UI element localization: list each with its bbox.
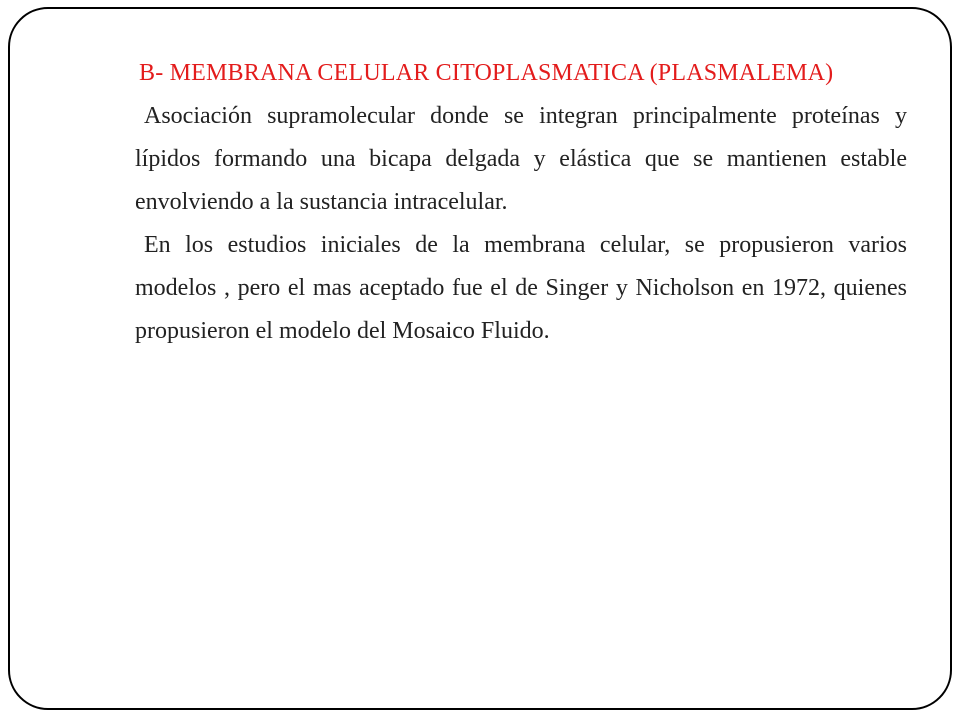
paragraph-models: En los estudios iniciales de la membrana celular, se propusieron varios modelos , pero el mas aceptado fue el de Singer y Nicholson en 1972, quienes propusieron el modelo del Mosaico Fluido. — [135, 232, 907, 344]
slide-heading: B- MEMBRANA CELULAR CITOPLASMATICA (PLASMALEMA) — [139, 60, 834, 86]
slide-content — [135, 52, 907, 353]
paragraph-definition: Asociación supramolecular donde se integran principalmente proteínas y lípidos formando una bicapa delgada y elástica que se mantienen estable envolviendo a la sustancia intracelular. — [135, 103, 907, 215]
